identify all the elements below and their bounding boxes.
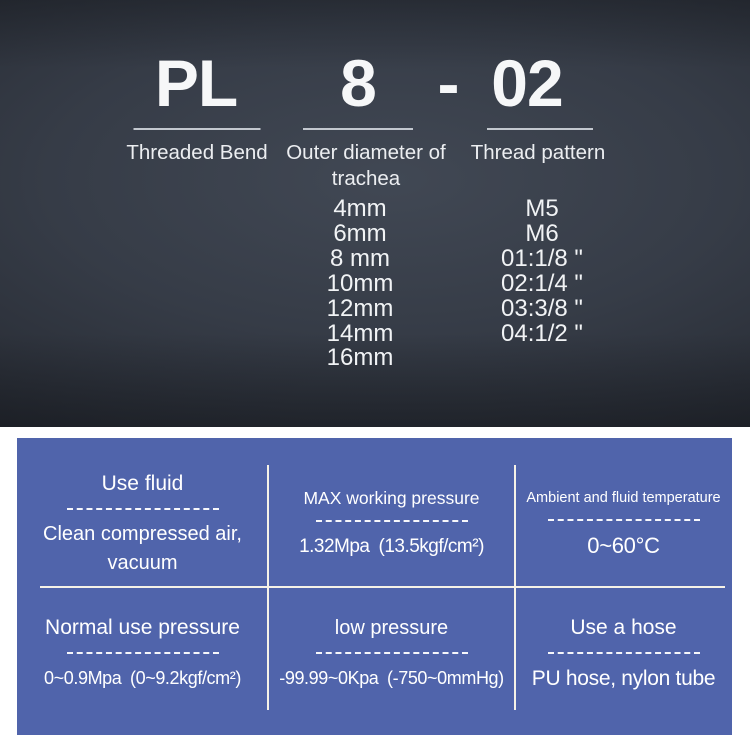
list-item: 02:1/4 " xyxy=(501,269,583,297)
cell-value: 1.32Mpa (13.5kgf/cm²) xyxy=(299,536,484,558)
cell-value: 0~0.9Mpa (0~9.2kgf/cm²) xyxy=(44,668,241,689)
spec-cell-max-pressure xyxy=(268,438,515,587)
list-item: M5 xyxy=(525,195,559,222)
spec-cell-normal-pressure xyxy=(17,587,268,735)
cell-title: Use a hose xyxy=(570,615,677,639)
thread-options-list xyxy=(501,197,583,346)
thread-underline xyxy=(487,128,593,130)
spec-cell-temperature xyxy=(515,438,732,587)
model-prefix: PL xyxy=(154,46,238,120)
cell-title: low pressure xyxy=(334,616,449,639)
list-item: 4mm xyxy=(333,195,387,222)
list-item: 8 mm xyxy=(330,244,390,272)
row-divider xyxy=(40,586,725,588)
dashed-divider xyxy=(67,652,219,654)
prefix-underline xyxy=(134,128,261,130)
model-separator: - xyxy=(437,46,459,120)
spec-cell-use-fluid xyxy=(17,438,268,587)
dashed-divider xyxy=(316,652,468,654)
diameter-options-list xyxy=(327,197,394,371)
cell-title: Ambient and fluid temperature xyxy=(526,490,721,507)
list-item: 03:3/8 " xyxy=(501,294,583,322)
cell-value: -99.99~0Kpa (-750~0mmHg) xyxy=(279,667,504,688)
cell-title: Normal use pressure xyxy=(45,615,240,639)
list-item: 04:1/2 " xyxy=(501,319,583,347)
model-size: 8 xyxy=(340,46,376,120)
size-label: Outer diameter of trachea xyxy=(286,141,446,190)
cell-title: MAX working pressure xyxy=(303,487,480,508)
list-item: 14mm xyxy=(326,319,394,347)
dashed-divider xyxy=(316,520,468,522)
spec-cell-low-pressure xyxy=(268,587,515,735)
list-item: 01:1/8 " xyxy=(501,244,583,272)
spec-section xyxy=(0,427,750,750)
spec-table xyxy=(17,438,732,735)
list-item: 6mm xyxy=(333,219,387,247)
list-item: 10mm xyxy=(326,269,394,297)
cell-value: 0~60°C xyxy=(587,532,660,558)
list-item: 12mm xyxy=(326,294,394,322)
dashed-divider xyxy=(548,519,700,521)
dashed-divider xyxy=(548,652,700,654)
cell-value: PU hose, nylon tube xyxy=(531,667,716,691)
dashed-divider xyxy=(67,508,219,510)
size-underline xyxy=(303,128,413,130)
prefix-label: Threaded Bend xyxy=(126,141,268,164)
model-thread-code: 02 xyxy=(491,46,563,120)
spec-cell-hose xyxy=(515,587,732,735)
list-item: M6 xyxy=(525,219,559,247)
thread-label: Thread pattern xyxy=(470,141,606,164)
list-item: 16mm xyxy=(326,344,394,372)
cell-value: Clean compressed air, vacuum xyxy=(43,523,242,575)
cell-title: Use fluid xyxy=(101,471,184,495)
